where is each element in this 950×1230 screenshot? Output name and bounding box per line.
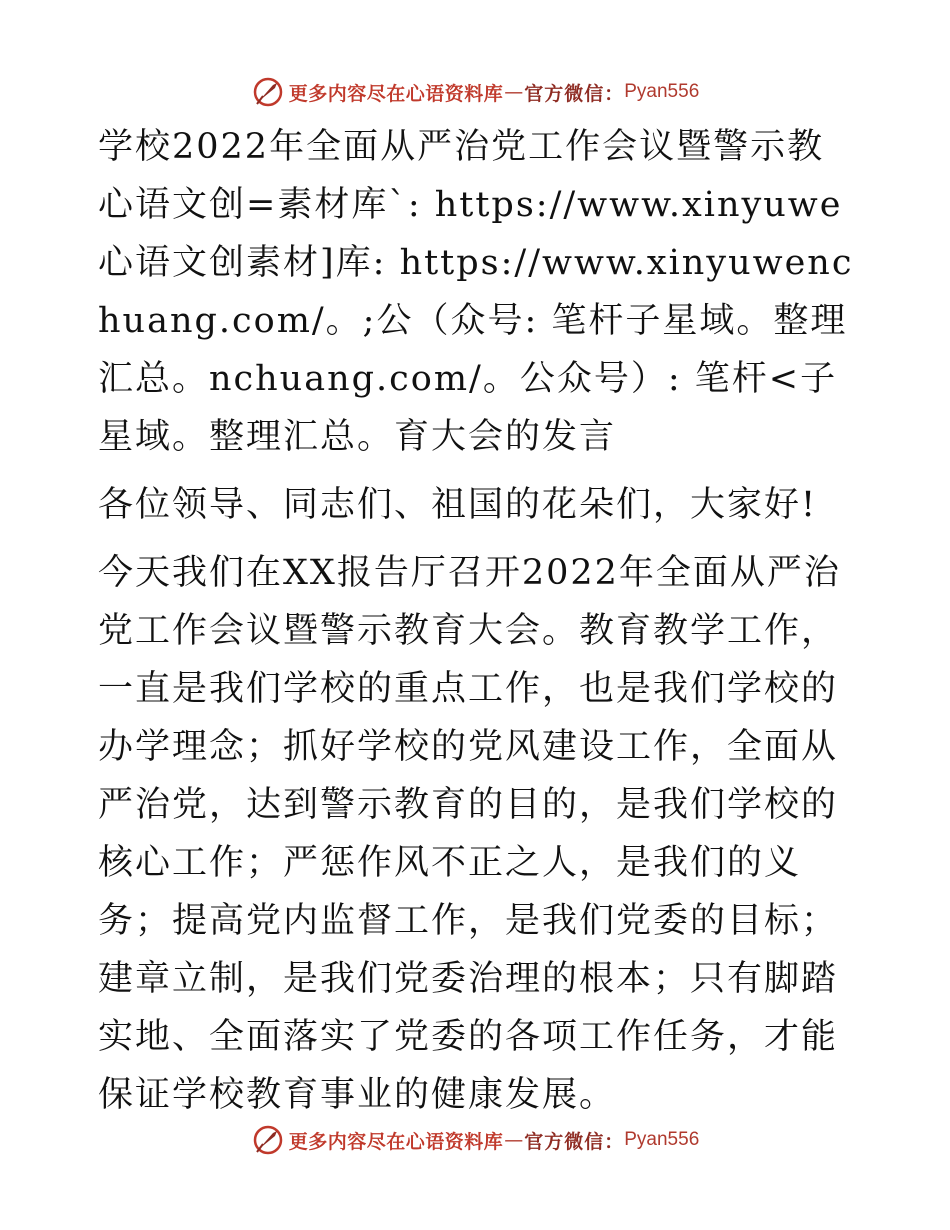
greeting-paragraph: 各位领导、同志们、祖国的花朵们，大家好!: [98, 485, 818, 525]
banner-official-label: 官方微信：: [524, 82, 625, 105]
document-title: 学校2022年全面从严治党工作会议暨警示教心语文创=素材库`: https://www.xinyuwe心语文创素材]库: https://www.xinyuwenchuang.com/。;公（众号: 笔杆子星域。整理汇总。nchuang.com/。公众号）: 笔杆<子星域。整理汇总。育大会的发言: [98, 127, 854, 457]
banner-wechat-id: Pyan556: [624, 1129, 700, 1150]
banner-separator: —: [504, 81, 524, 103]
banner-official-label: 官方微信：: [524, 1130, 625, 1153]
quill-logo-icon: [251, 75, 285, 109]
quill-logo-icon: [251, 1123, 285, 1157]
banner-library-text: 更多内容尽在心语资料库: [288, 1130, 504, 1153]
banner-wechat-id: Pyan556: [624, 81, 700, 102]
header-watermark-banner: [0, 72, 950, 112]
banner-separator: —: [504, 1129, 524, 1151]
banner-library-text: 更多内容尽在心语资料库: [288, 82, 504, 105]
body-paragraph: 今天我们在XX报告厅召开2022年全面从严治党工作会议暨警示教育大会。教育教学工作，一直是我们学校的重点工作，也是我们学校的办学理念；抓好学校的党风建设工作，全面从严治党，达到警示教育的目的，是我们学校的核心工作；严惩作风不正之人，是我们的义务；提高党内监督工作，是我们党委的目标；建章立制，是我们党委治理的根本；只有脚踏实地、全面落实了党委的各项工作任务，才能保证学校教育事业的健康发展。: [98, 553, 841, 1115]
document-body: [98, 118, 858, 1124]
footer-watermark-banner: [0, 1120, 950, 1160]
